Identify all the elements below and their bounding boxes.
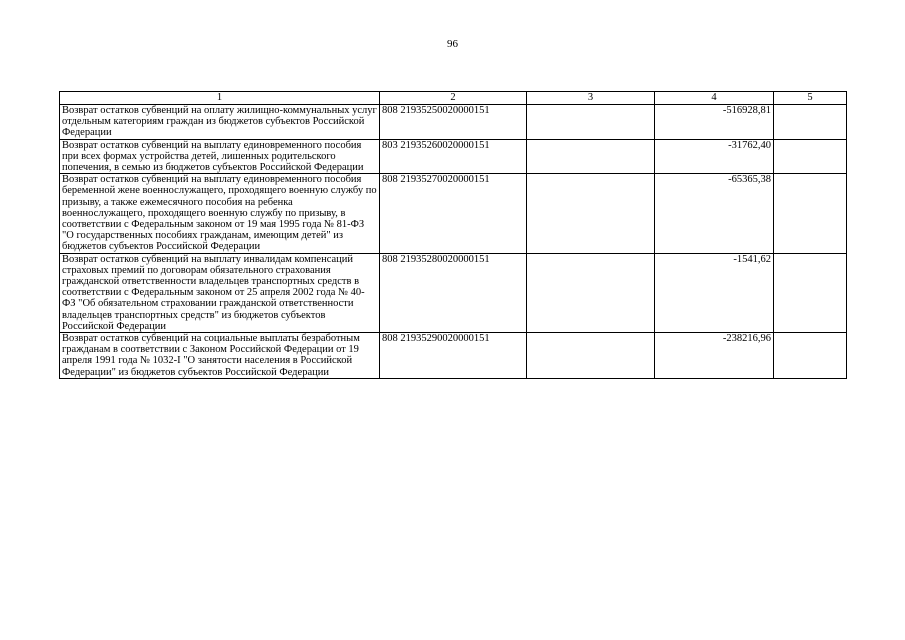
row-description: Возврат остатков субвенций на выплату единовременного пособия беременной жене военнослужащего, проходящего военную службу по призыву, а также ежемесячного пособия на ребенка военнослужащего, проходящего военную службу по призыву, в соответствии с Федеральным законом от 19 мая 1995 года № 81-ФЗ "О государственных пособиях гражданам, имеющим детей" из бюджетов субъектов Российской Федерации bbox=[60, 174, 380, 253]
table-row bbox=[60, 253, 847, 332]
row-col3 bbox=[527, 139, 655, 174]
row-col3 bbox=[527, 105, 655, 140]
row-col5 bbox=[774, 105, 847, 140]
row-col5 bbox=[774, 333, 847, 379]
column-header-5: 5 bbox=[774, 92, 847, 105]
table-row bbox=[60, 174, 847, 253]
table-row bbox=[60, 139, 847, 174]
budget-table bbox=[59, 91, 847, 379]
row-amount: -65365,38 bbox=[655, 174, 774, 253]
row-description: Возврат остатков субвенций на оплату жилищно-коммунальных услуг отдельным категориям граждан из бюджетов субъектов Российской Федерации bbox=[60, 105, 380, 140]
table-row bbox=[60, 105, 847, 140]
row-amount: -31762,40 bbox=[655, 139, 774, 174]
row-budget-code: 808 21935280020000151 bbox=[380, 253, 527, 332]
row-description: Возврат остатков субвенций на выплату единовременного пособия при всех формах устройства детей, лишенных родительского попечения, в семью из бюджетов субъектов Российской Федерации bbox=[60, 139, 380, 174]
row-amount: -516928,81 bbox=[655, 105, 774, 140]
column-header-4: 4 bbox=[655, 92, 774, 105]
row-budget-code: 808 21935290020000151 bbox=[380, 333, 527, 379]
row-budget-code: 803 21935260020000151 bbox=[380, 139, 527, 174]
row-budget-code: 808 21935250020000151 bbox=[380, 105, 527, 140]
row-amount: -238216,96 bbox=[655, 333, 774, 379]
row-budget-code: 808 21935270020000151 bbox=[380, 174, 527, 253]
table-row bbox=[60, 333, 847, 379]
column-header-3: 3 bbox=[527, 92, 655, 105]
row-col3 bbox=[527, 174, 655, 253]
page-number: 96 bbox=[447, 38, 458, 50]
row-col5 bbox=[774, 139, 847, 174]
row-col5 bbox=[774, 253, 847, 332]
row-amount: -1541,62 bbox=[655, 253, 774, 332]
table-header-row bbox=[60, 92, 847, 105]
row-col3 bbox=[527, 253, 655, 332]
row-description: Возврат остатков субвенций на социальные выплаты безработным гражданам в соответствии с Законом Российской Федерации от 19 апреля 1991 года № 1032-I "О занятости населения в Российской Федерации" из бюджетов субъектов Российской Федерации bbox=[60, 333, 380, 379]
column-header-2: 2 bbox=[380, 92, 527, 105]
row-col5 bbox=[774, 174, 847, 253]
row-description: Возврат остатков субвенций на выплату инвалидам компенсаций страховых премий по договорам обязательного страхования гражданской ответственности владельцев транспортных средств в соответствии с Федеральным законом от 25 апреля 2002 года № 40-ФЗ "Об обязательном страховании гражданской ответственности владельцев транспортных средств" из бюджетов субъектов Российской Федерации bbox=[60, 253, 380, 332]
row-col3 bbox=[527, 333, 655, 379]
column-header-1: 1 bbox=[60, 92, 380, 105]
